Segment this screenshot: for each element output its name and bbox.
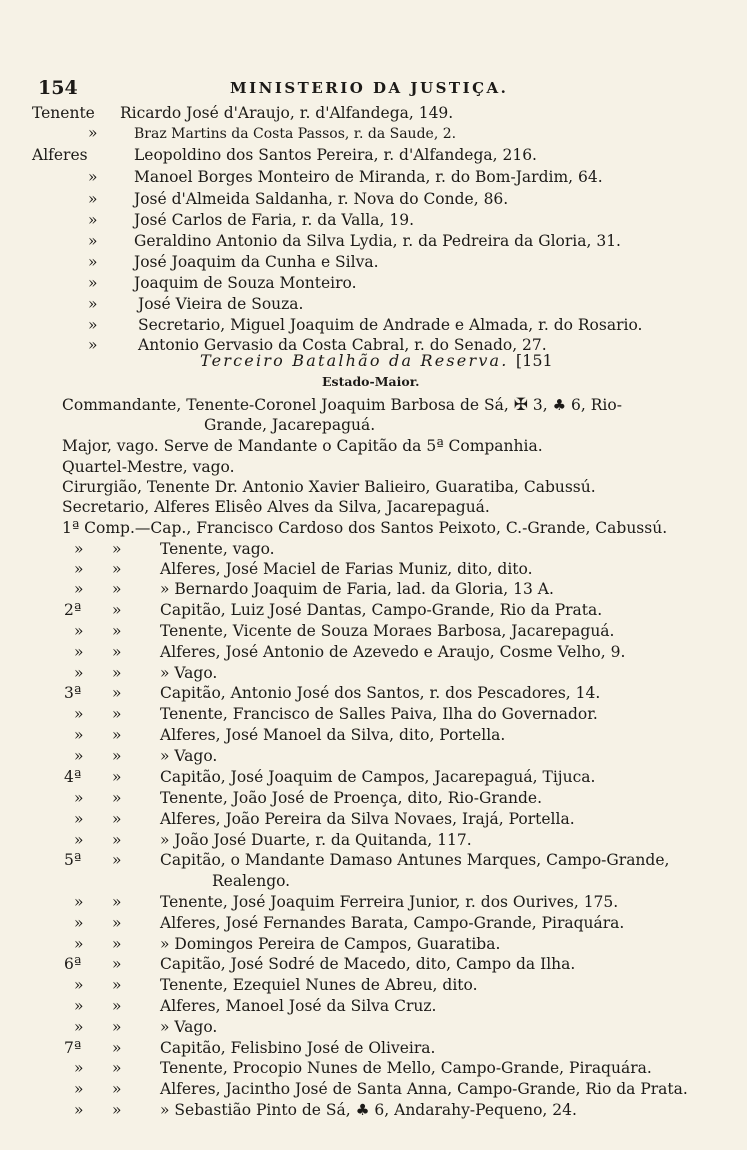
company-entry: » Domingos Pereira de Campos, Guaratiba.: [160, 935, 501, 953]
page-number: 154: [38, 77, 78, 99]
rank-label: »: [88, 190, 98, 208]
company-number: 5ª: [64, 851, 82, 869]
commandante-text-b: 3,: [532, 396, 548, 414]
rank-label: »: [88, 274, 98, 292]
rank-label: Tenente: [32, 104, 95, 122]
entry-text: José Vieira de Souza.: [138, 295, 304, 313]
commandante-continuation: Grande, Jacarepaguá.: [204, 416, 376, 434]
ditto-mark: »: [112, 601, 122, 619]
company-entry: Tenente, Francisco de Salles Paiva, Ilha do Governador.: [160, 705, 598, 723]
company-number: »: [74, 831, 84, 849]
section-number: [151: [515, 351, 553, 370]
company-entry: Alferes, José Fernandes Barata, Campo-Grande, Piraquára.: [160, 914, 625, 932]
entry-text: Joaquim de Souza Monteiro.: [134, 274, 357, 292]
rank-label: »: [88, 316, 98, 334]
ditto-mark: »: [112, 851, 122, 869]
entry-text: Secretario, Miguel Joaquim de Andrade e Almada, r. do Rosario.: [138, 316, 643, 334]
rank-label: »: [88, 336, 98, 354]
entry-text: José d'Almeida Saldanha, r. Nova do Conde, 86.: [134, 190, 509, 208]
company-entry: » Vago.: [160, 664, 218, 682]
company-number: 4ª: [64, 768, 82, 786]
company-entry: Capitão, o Mandante Damaso Antunes Marques, Campo-Grande,: [160, 851, 670, 869]
ditto-mark: »: [112, 684, 122, 702]
company-1-line: 1ª Comp.—Cap., Francisco Cardoso dos Santos Peixoto, C.-Grande, Cabussú.: [62, 519, 668, 537]
ditto-mark: »: [112, 768, 122, 786]
rank-label: »: [88, 295, 98, 313]
company-number: 7ª: [64, 1039, 82, 1057]
company-number: »: [74, 1059, 84, 1077]
company-entry: Alferes, João Pereira da Silva Novaes, Irajá, Portella.: [160, 810, 575, 828]
company-entry: Capitão, Luiz José Dantas, Campo-Grande, Rio da Prata.: [160, 601, 603, 619]
company-number: »: [74, 560, 84, 578]
ditto-mark: »: [112, 1101, 122, 1119]
company-entry: » Vago.: [160, 747, 218, 765]
ditto-mark: »: [112, 726, 122, 744]
ditto-mark: »: [112, 622, 122, 640]
company-entry: Capitão, José Sodré de Macedo, dito, Campo da Ilha.: [160, 955, 576, 973]
entry-text: Ricardo José d'Araujo, r. d'Alfandega, 149.: [120, 104, 454, 122]
company-entry: » João José Duarte, r. da Quitanda, 117.: [160, 831, 472, 849]
rank-label: Alferes: [32, 146, 88, 164]
rank-label: »: [88, 232, 98, 250]
company-entry: Tenente, Procopio Nunes de Mello, Campo-Grande, Piraquára.: [160, 1059, 652, 1077]
ditto-mark: »: [112, 976, 122, 994]
company-number: »: [74, 726, 84, 744]
entry-text: José Joaquim da Cunha e Silva.: [134, 253, 379, 271]
company-number: »: [74, 580, 84, 598]
company-number: »: [74, 747, 84, 765]
ditto-mark: »: [112, 997, 122, 1015]
company-entry: Alferes, José Manoel da Silva, dito, Portella.: [160, 726, 506, 744]
company-number: 2ª: [64, 601, 82, 619]
ditto-mark: »: [112, 789, 122, 807]
secretario-line: Secretario, Alferes Elisêo Alves da Silva, Jacarepaguá.: [62, 498, 490, 516]
company-entry: » Bernardo Joaquim de Faria, lad. da Gloria, 13 A.: [160, 580, 554, 598]
company-number: »: [74, 976, 84, 994]
ditto-mark: »: [112, 893, 122, 911]
ditto-mark: »: [112, 1018, 122, 1036]
entry-text: Geraldino Antonio da Silva Lydia, r. da Pedreira da Gloria, 31.: [134, 232, 621, 250]
company-entry: » Sebastião Pinto de Sá, ♣ 6, Andarahy-Pequeno, 24.: [160, 1101, 577, 1119]
commandante-text-a: Commandante, Tenente-Coronel Joaquim Barbosa de Sá,: [62, 396, 509, 414]
company-entry: Capitão, Felisbino José de Oliveira.: [160, 1039, 436, 1057]
company-entry: Capitão, Antonio José dos Santos, r. dos Pescadores, 14.: [160, 684, 601, 702]
company-number: »: [74, 893, 84, 911]
company-number: »: [74, 1080, 84, 1098]
company-entry: Capitão, José Joaquim de Campos, Jacarepaguá, Tijuca.: [160, 768, 596, 786]
rank-label: »: [88, 124, 98, 142]
entry-text: Antonio Gervasio da Costa Cabral, r. do Senado, 27.: [138, 336, 547, 354]
section-subtitle: Estado-Maior.: [322, 374, 420, 389]
company-number: »: [74, 540, 84, 558]
company-entry: Tenente, Vicente de Souza Moraes Barbosa, Jacarepaguá.: [160, 622, 615, 640]
section-title: Terceiro Batalhão da Reserva.: [200, 351, 509, 370]
ditto-mark: »: [112, 560, 122, 578]
entry-text: Manoel Borges Monteiro de Miranda, r. do Bom-Jardim, 64.: [134, 168, 603, 186]
medal-icon: ♣: [552, 396, 567, 414]
ditto-mark: »: [112, 747, 122, 765]
rank-label: »: [88, 168, 98, 186]
commandante-line: [62, 396, 622, 414]
company-number: »: [74, 1018, 84, 1036]
company-number: »: [74, 664, 84, 682]
company-entry: Tenente, João José de Proença, dito, Rio-Grande.: [160, 789, 542, 807]
company-entry: » Vago.: [160, 1018, 218, 1036]
ditto-mark: »: [112, 705, 122, 723]
ditto-mark: »: [112, 955, 122, 973]
running-title: MINISTERIO DA JUSTIÇA.: [230, 79, 509, 97]
ditto-mark: »: [112, 664, 122, 682]
company-entry: Tenente, Ezequiel Nunes de Abreu, dito.: [160, 976, 478, 994]
company-entry: Alferes, Jacintho José de Santa Anna, Campo-Grande, Rio da Prata.: [160, 1080, 688, 1098]
company-number: »: [74, 789, 84, 807]
ditto-mark: »: [112, 831, 122, 849]
commandante-text-c: 6, Rio-: [571, 396, 622, 414]
company-number: 3ª: [64, 684, 82, 702]
company-number: 6ª: [64, 955, 82, 973]
company-number: »: [74, 622, 84, 640]
rank-label: »: [88, 211, 98, 229]
company-entry: Tenente, José Joaquim Ferreira Junior, r. dos Ourives, 175.: [160, 893, 619, 911]
entry-text: Braz Martins da Costa Passos, r. da Saude, 2.: [134, 126, 457, 142]
section-heading: [200, 352, 553, 370]
ditto-mark: »: [112, 1080, 122, 1098]
quartel-mestre-line: Quartel-Mestre, vago.: [62, 458, 235, 476]
rank-label: »: [88, 253, 98, 271]
ditto-mark: »: [112, 914, 122, 932]
company-number: »: [74, 997, 84, 1015]
company-number: »: [74, 643, 84, 661]
ditto-mark: »: [112, 580, 122, 598]
company-number: »: [74, 935, 84, 953]
ditto-mark: »: [112, 1059, 122, 1077]
company-number: »: [74, 914, 84, 932]
ditto-mark: »: [112, 1039, 122, 1057]
company-entry: Alferes, José Maciel de Farias Muniz, dito, dito.: [160, 560, 533, 578]
entry-text: José Carlos de Faria, r. da Valla, 19.: [134, 211, 415, 229]
company-entry: Alferes, Manoel José da Silva Cruz.: [160, 997, 437, 1015]
cirurgiao-line: Cirurgião, Tenente Dr. Antonio Xavier Balieiro, Guaratiba, Cabussú.: [62, 478, 596, 496]
major-line: Major, vago. Serve de Mandante o Capitão da 5ª Companhia.: [62, 437, 543, 455]
company-number: »: [74, 810, 84, 828]
company-number: »: [74, 705, 84, 723]
company-entry: Realengo.: [212, 872, 291, 890]
ditto-mark: »: [112, 540, 122, 558]
company-entry: Alferes, José Antonio de Azevedo e Araujo, Cosme Velho, 9.: [160, 643, 626, 661]
company-number: »: [74, 1101, 84, 1119]
company-entry: Tenente, vago.: [160, 540, 275, 558]
ditto-mark: »: [112, 935, 122, 953]
cross-of-christ-icon: ✠: [513, 395, 528, 415]
ditto-mark: »: [112, 810, 122, 828]
ditto-mark: »: [112, 643, 122, 661]
entry-text: Leopoldino dos Santos Pereira, r. d'Alfandega, 216.: [134, 146, 537, 164]
